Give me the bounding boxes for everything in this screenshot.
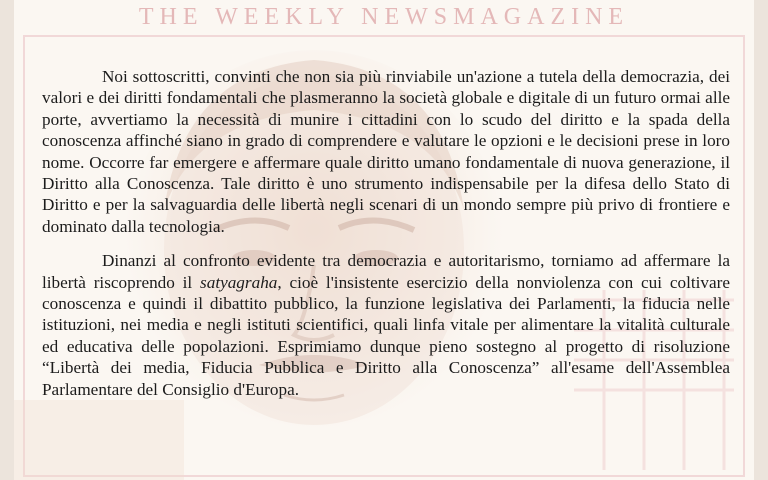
paragraph-2-end: , cioè l'insistente esercizio della nonviolenza con cui coltivare conoscenza e quindi il dibattito pubblico, la funzione legislativa dei Parlamenti, la fiducia nelle istituzioni, nei media e negli istituti scientifici, quali linfa vitale per alimentare la vitalità culturale ed educativa delle popolazioni. Esprimiamo dunque pieno sostegno al progetto di risoluzione “Libertà dei media, Fiducia Pubblica e Diritto alla Conoscenza” all'esame dell'Assemblea Parlamentare del Consiglio d'Europa.: [42, 272, 730, 399]
paragraph-1: Noi sottoscritti, convinti che non sia più rinviabile un'azione a tutela della democrazia, dei valori e dei diritti fondamentali che plasmeranno la società globale e digitale di un futuro ormai alle porte, avvertiamo la necessità di munire i cittadini con lo scudo del diritto e la spada della conoscenza affinché siano in grado di comprendere e valutare le opzioni e le decisioni prese in loro nome. Occorre far emergere e affermare quale diritto umano fondamentale di nuova generazione, il Diritto alla Conoscenza. Tale diritto è uno strumento indispensabile per la difesa dello Stato di Diritto e per la salvaguardia delle libertà negli scenari di un mondo sempre più privo di frontiere e dominato dalla tecnologia.: [42, 67, 730, 236]
paragraph-2-start: Dinanzi al confronto evidente tra democrazia e autoritarismo, torniamo ad affermare la libertà riscoprendo il: [42, 251, 730, 292]
masthead-title: THE WEEKLY NEWSMAGAZINE: [138, 4, 630, 30]
magazine-page: [14, 0, 754, 480]
article-body: [42, 66, 730, 400]
paragraph-2: [42, 250, 730, 400]
satyagraha-emphasis: satyagraha: [200, 272, 278, 292]
